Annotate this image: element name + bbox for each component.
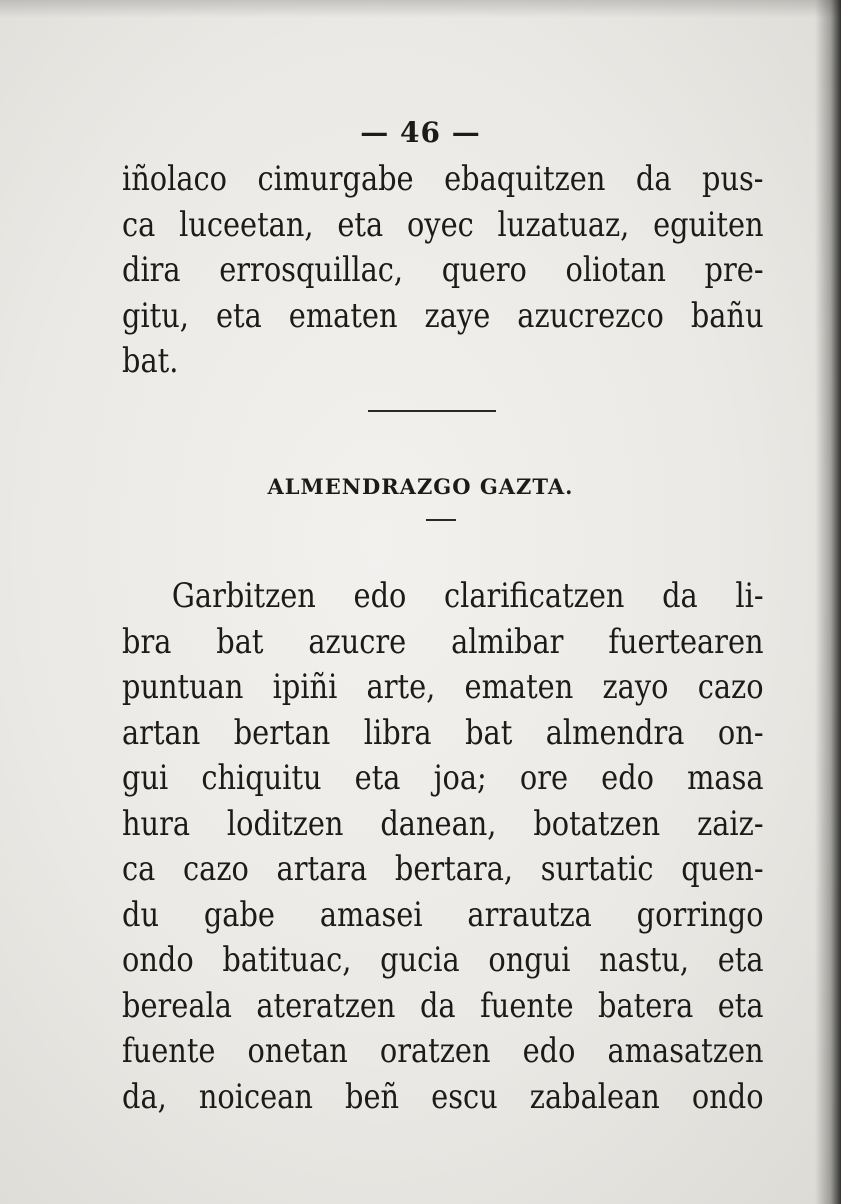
text-line: bat. <box>122 341 179 380</box>
section-title: ALMENDRAZGO GAZTA. <box>267 474 574 499</box>
title-underline <box>426 519 456 521</box>
text-line: du gabe amasei arrautza gorringo <box>122 894 764 934</box>
section-divider <box>368 410 496 412</box>
page-number: — 46 — <box>360 116 481 149</box>
text-line: gui chiquitu eta joa; ore edo masa <box>122 758 764 797</box>
page-edge-shadow <box>815 0 841 1204</box>
text-line: puntuan ipiñi arte, ematen zayo cazo <box>122 667 764 706</box>
text-line: ca cazo artara bertara, surtatic quen- <box>122 849 764 888</box>
text-line: fuente onetan oratzen edo amasatzen <box>122 1031 764 1070</box>
text-line: ondo batituac, gucia ongui nastu, eta <box>122 940 764 979</box>
text-line: bereala ateratzen da fuente batera eta <box>122 985 764 1025</box>
text-line: dira errosquillac, quero oliotan pre- <box>122 250 764 289</box>
page-top-shadow <box>0 0 841 18</box>
text-line: da, noicean beñ escu zabalean ondo <box>122 1076 764 1116</box>
text-line: Garbitzen edo clarificatzen da li- <box>171 576 764 615</box>
text-line: bra bat azucre almibar fuertearen <box>122 621 764 661</box>
text-line: ca luceetan, eta oyec luzatuaz, eguiten <box>122 204 764 244</box>
text-line: hura loditzen danean, botatzen zaiz- <box>122 803 764 843</box>
text-line: artan bertan libra bat almendra on- <box>122 712 764 752</box>
text-line: iñolaco cimurgabe ebaquitzen da pus- <box>122 159 764 198</box>
text-line: gitu, eta ematen zaye azucrezco bañu <box>122 295 764 335</box>
paragraph-2 <box>122 573 764 1119</box>
paragraph-1 <box>122 156 764 384</box>
